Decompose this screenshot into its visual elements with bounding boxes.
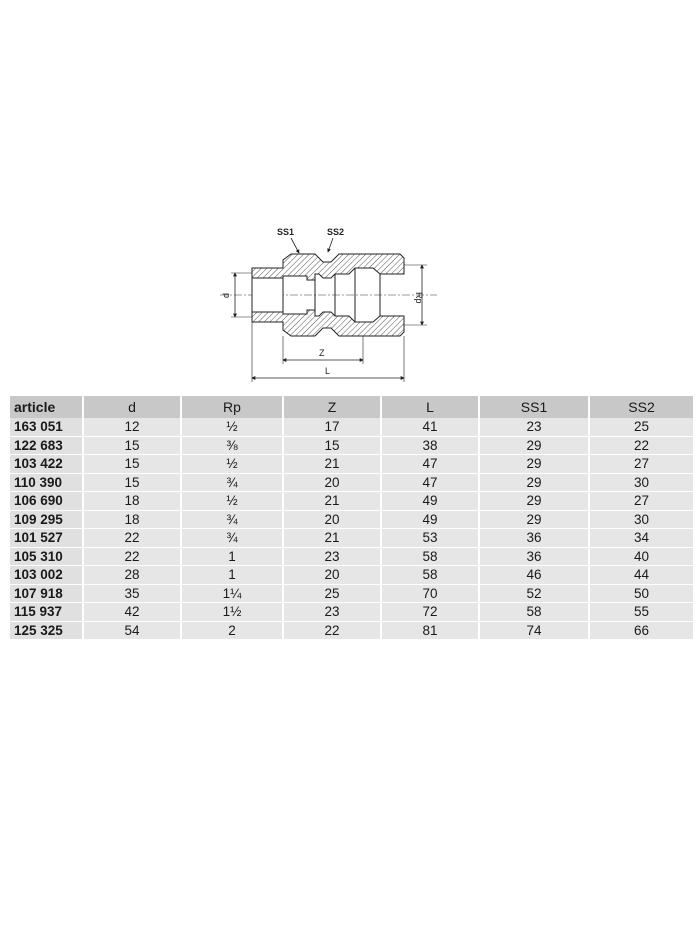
- cell-l: 81: [381, 621, 479, 640]
- cell-ss2: 30: [589, 473, 693, 492]
- cell-rp: ¾: [181, 529, 283, 548]
- cell-l: 70: [381, 584, 479, 603]
- cell-article: 125 325: [10, 621, 83, 640]
- pipe-stub: [252, 278, 283, 312]
- table-row: [10, 584, 693, 603]
- table-row: [10, 603, 693, 622]
- fitting-wall-bottom: [252, 310, 404, 336]
- cell-l: 58: [381, 566, 479, 585]
- cell-z: 21: [283, 529, 381, 548]
- spec-table: [10, 396, 693, 640]
- cell-ss2: 34: [589, 529, 693, 548]
- cell-z: 25: [283, 584, 381, 603]
- table-row: [10, 473, 693, 492]
- cell-d: 18: [83, 510, 181, 529]
- cell-l: 38: [381, 436, 479, 455]
- table-body: [10, 418, 693, 640]
- cell-d: 22: [83, 547, 181, 566]
- cell-ss1: 23: [479, 418, 589, 436]
- fitting-cross-section-diagram: [215, 218, 445, 388]
- table-row: [10, 547, 693, 566]
- fitting-wall-top: [252, 254, 404, 280]
- cell-ss1: 46: [479, 566, 589, 585]
- cell-d: 42: [83, 603, 181, 622]
- table-row: [10, 529, 693, 548]
- cell-article: 103 002: [10, 566, 83, 585]
- cell-d: 35: [83, 584, 181, 603]
- cell-z: 21: [283, 492, 381, 511]
- cell-z: 20: [283, 566, 381, 585]
- cell-l: 41: [381, 418, 479, 436]
- ss2-leader: [328, 238, 333, 252]
- cell-ss2: 25: [589, 418, 693, 436]
- cell-rp: 1: [181, 566, 283, 585]
- cell-ss1: 29: [479, 436, 589, 455]
- cell-ss2: 27: [589, 455, 693, 474]
- table-row: [10, 418, 693, 436]
- cell-article: 107 918: [10, 584, 83, 603]
- cell-article: 110 390: [10, 473, 83, 492]
- cell-ss2: 30: [589, 510, 693, 529]
- cell-z: 20: [283, 510, 381, 529]
- table-header-row: [10, 396, 693, 418]
- cell-ss1: 52: [479, 584, 589, 603]
- cell-ss1: 29: [479, 510, 589, 529]
- cell-ss2: 55: [589, 603, 693, 622]
- cell-d: 18: [83, 492, 181, 511]
- column-header-article: article: [10, 396, 83, 418]
- cell-d: 15: [83, 436, 181, 455]
- cell-rp: ¾: [181, 473, 283, 492]
- cell-rp: 1: [181, 547, 283, 566]
- cell-ss1: 36: [479, 547, 589, 566]
- cell-d: 28: [83, 566, 181, 585]
- cell-article: 109 295: [10, 510, 83, 529]
- cell-ss1: 29: [479, 473, 589, 492]
- cell-article: 103 422: [10, 455, 83, 474]
- cell-l: 49: [381, 492, 479, 511]
- cell-l: 49: [381, 510, 479, 529]
- cell-l: 53: [381, 529, 479, 548]
- cell-article: 106 690: [10, 492, 83, 511]
- rp-label: Rp: [414, 292, 424, 304]
- cell-rp: 1½: [181, 603, 283, 622]
- cell-ss1: 29: [479, 455, 589, 474]
- cell-rp: 1¼: [181, 584, 283, 603]
- table-row: [10, 566, 693, 585]
- cell-ss1: 29: [479, 492, 589, 511]
- cell-d: 15: [83, 473, 181, 492]
- cell-z: 21: [283, 455, 381, 474]
- column-header-ss1: SS1: [479, 396, 589, 418]
- cell-l: 47: [381, 473, 479, 492]
- table-row: [10, 436, 693, 455]
- cell-z: 17: [283, 418, 381, 436]
- cell-ss2: 27: [589, 492, 693, 511]
- cell-ss1: 36: [479, 529, 589, 548]
- cell-z: 20: [283, 473, 381, 492]
- cell-d: 22: [83, 529, 181, 548]
- table-row: [10, 455, 693, 474]
- cell-article: 101 527: [10, 529, 83, 548]
- cell-z: 23: [283, 603, 381, 622]
- cell-l: 47: [381, 455, 479, 474]
- cell-ss1: 74: [479, 621, 589, 640]
- ss2-label: SS2: [327, 227, 345, 237]
- cell-ss2: 22: [589, 436, 693, 455]
- cell-ss2: 66: [589, 621, 693, 640]
- cell-rp: 2: [181, 621, 283, 640]
- cell-z: 15: [283, 436, 381, 455]
- cell-article: 163 051: [10, 418, 83, 436]
- cell-d: 15: [83, 455, 181, 474]
- column-header-l: L: [381, 396, 479, 418]
- cell-rp: ½: [181, 455, 283, 474]
- table-row: [10, 492, 693, 511]
- cell-rp: ¾: [181, 510, 283, 529]
- cell-l: 72: [381, 603, 479, 622]
- cell-article: 105 310: [10, 547, 83, 566]
- cell-l: 58: [381, 547, 479, 566]
- cell-article: 115 937: [10, 603, 83, 622]
- cell-z: 22: [283, 621, 381, 640]
- cell-rp: ⅜: [181, 436, 283, 455]
- cell-d: 54: [83, 621, 181, 640]
- cell-z: 23: [283, 547, 381, 566]
- cell-article: 122 683: [10, 436, 83, 455]
- column-header-d: d: [83, 396, 181, 418]
- l-label: L: [325, 366, 331, 376]
- column-header-ss2: SS2: [589, 396, 693, 418]
- cell-ss2: 40: [589, 547, 693, 566]
- cell-ss1: 58: [479, 603, 589, 622]
- cell-ss2: 44: [589, 566, 693, 585]
- ss1-label: SS1: [277, 227, 295, 237]
- cell-d: 12: [83, 418, 181, 436]
- ss1-leader: [291, 238, 299, 253]
- column-header-z: Z: [283, 396, 381, 418]
- cell-rp: ½: [181, 492, 283, 511]
- column-header-rp: Rp: [181, 396, 283, 418]
- cell-ss2: 50: [589, 584, 693, 603]
- d-label: d: [221, 292, 231, 298]
- table-row: [10, 510, 693, 529]
- table-row: [10, 621, 693, 640]
- z-label: Z: [319, 348, 325, 358]
- cell-rp: ½: [181, 418, 283, 436]
